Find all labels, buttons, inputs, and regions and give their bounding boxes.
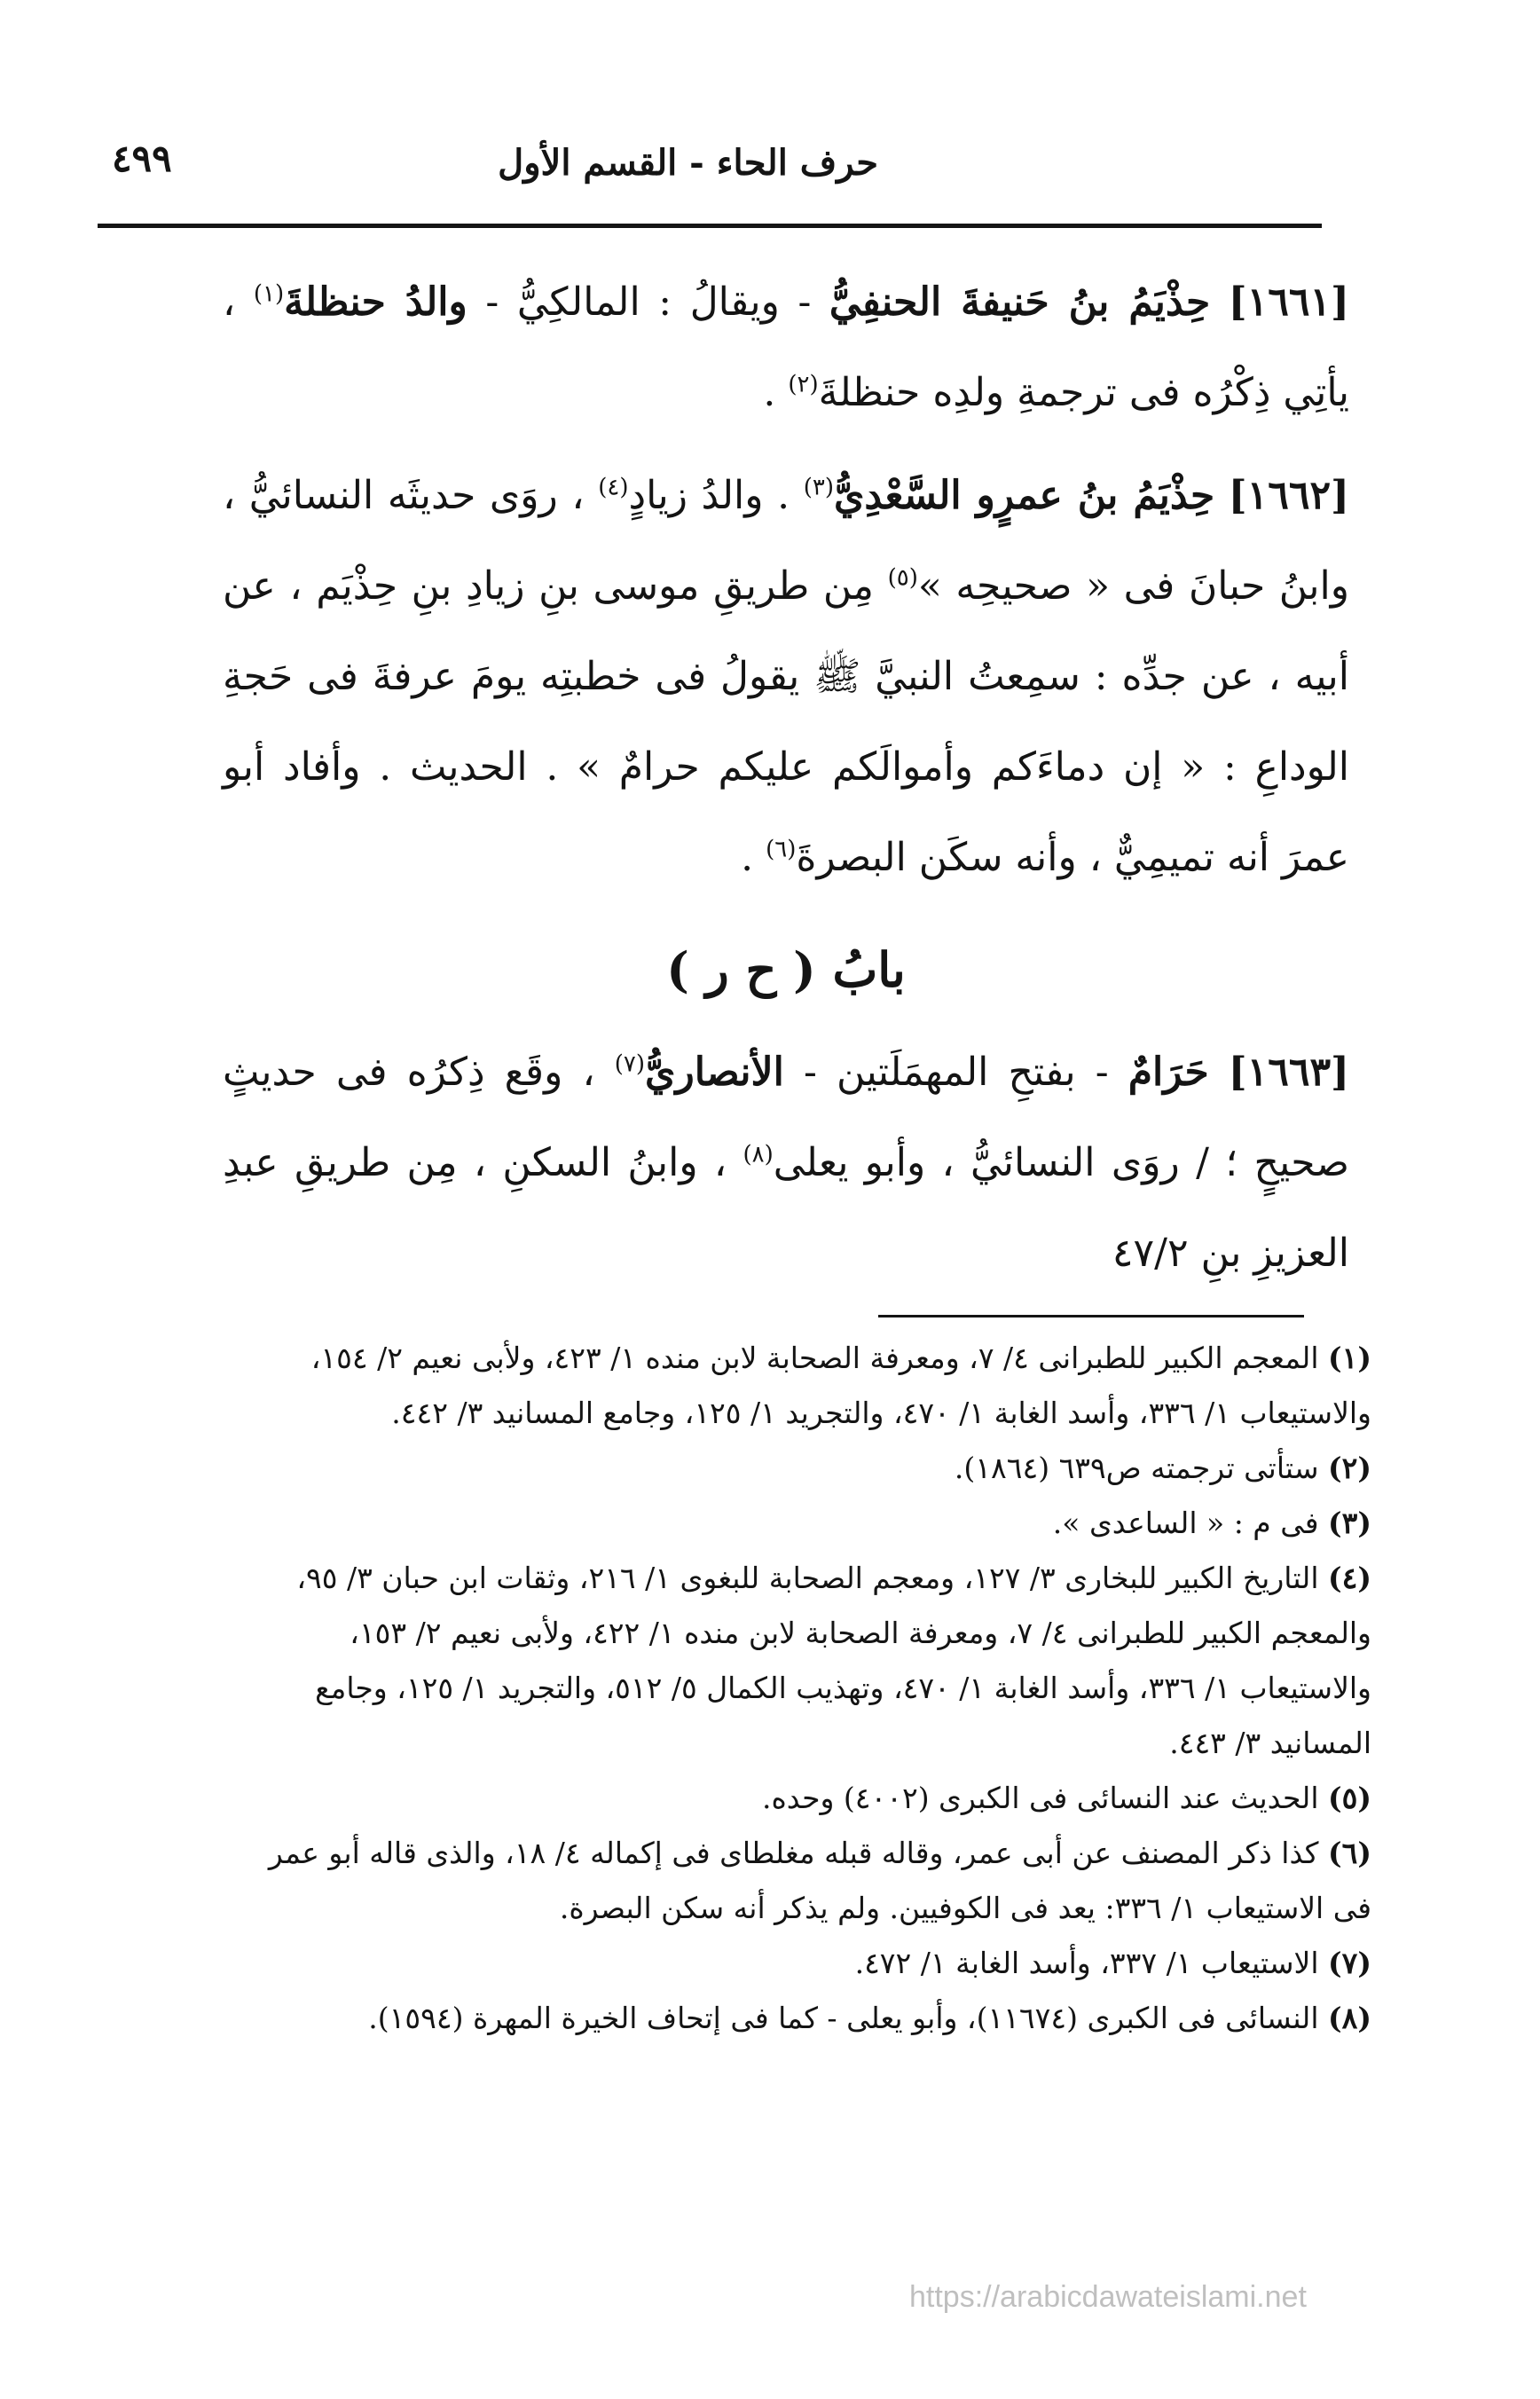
footnote-marker[interactable]: (٤) xyxy=(598,474,629,501)
footnote-text: الحديث عند النسائى فى الكبرى (٤٠٠٢) وحده. xyxy=(761,1781,1319,1815)
footnote-text: كذا ذكر المصنف عن أبى عمر، وقاله قبله مغلطاى فى إكماله ٤/ ١٨، والذى قاله أبو عمر فى الاستيعاب ١/ ٣٣٦: يعد فى الكوفيين. ولم يذكر أنه سكن البصرة. xyxy=(268,1836,1371,1925)
entry-name: حِذْيَمُ بنُ حَنيفةَ الحنفِيُّ xyxy=(829,279,1211,325)
footnote-marker[interactable]: (٦) xyxy=(766,836,797,863)
main-text xyxy=(223,257,1349,1299)
entry-text: - بفتحِ المهمَلَتين - xyxy=(803,1050,1109,1095)
footnote-text: الاستيعاب ١/ ٣٣٧، وأسد الغابة ١/ ٤٧٢. xyxy=(854,1946,1319,1980)
entry-name: حِذْيَمُ بنُ عمرٍو السَّعْدِيُّ xyxy=(833,473,1215,518)
footnotes xyxy=(227,1331,1371,2046)
footnote-marker[interactable]: (٥) xyxy=(887,564,918,592)
footnote-number: (٧) xyxy=(1328,1946,1371,1980)
header-title: حرف الحاء - القسم الأول xyxy=(498,142,878,184)
entry-bold-text: والدُ حنظلةَ xyxy=(284,279,468,325)
watermark: https://arabicdawateislami.net xyxy=(909,2280,1307,2314)
entry-name: حَرَامٌ xyxy=(1128,1050,1209,1095)
entry-number: [١٦٦٢] xyxy=(1228,473,1349,518)
entry-text: ، يأتِي ذِكْرُه فى ترجمةِ ولدِه حنظلةَ xyxy=(223,279,1349,415)
footnote-5 xyxy=(227,1771,1371,1826)
footnote-text: فى م : « الساعدى ». xyxy=(1052,1506,1319,1540)
entry-text: ، وابنُ السكنِ ، مِن طريقِ عبدِ العزيزِ بنِ xyxy=(223,1140,1349,1276)
entry-text: ، وقَع ذِكرُه فى حديثٍ صحيحٍ ؛ / روَى النسائيُّ ، وأبو يعلى xyxy=(223,1050,1349,1185)
footnote-number: (٣) xyxy=(1328,1506,1371,1540)
footnote-number: (٦) xyxy=(1328,1836,1371,1870)
footnote-marker[interactable]: (١) xyxy=(253,280,285,308)
entry-number: [١٦٦٣] xyxy=(1228,1050,1349,1095)
footnote-8 xyxy=(227,1991,1371,2046)
footnote-3 xyxy=(227,1496,1371,1551)
entry-text: . xyxy=(741,835,754,880)
footnote-number: (٥) xyxy=(1328,1781,1371,1815)
entry-1663 xyxy=(223,1027,1349,1299)
footnote-2 xyxy=(227,1441,1371,1496)
footnote-1 xyxy=(227,1331,1371,1441)
footnote-rule xyxy=(878,1315,1304,1317)
entry-text: . والدُ زيادٍ xyxy=(628,473,790,518)
footnote-marker[interactable]: (٢) xyxy=(788,371,819,398)
running-header xyxy=(98,137,1322,204)
footnote-text: التاريخ الكبير للبخارى ٣/ ١٢٧، ومعجم الصحابة للبغوى ١/ ٢١٦، وثقات ابن حبان ٣/ ٩٥، والمعجم الكبير للطبرانى ٤/ ٧، ومعرفة الصحابة لابن منده ١/ ٤٢٢، ولأبى نعيم ٢/ ١٥٣، والاستيعاب ١/ ٣٣٦، وأسد الغابة ١/ ٤٧٠، وتهذيب الكمال ٥/ ٥١٢، والتجريد ١/ ١٢٥، وجامع المسانيد ٣/ ٤٤٣. xyxy=(296,1561,1371,1760)
footnote-text: المعجم الكبير للطبرانى ٤/ ٧، ومعرفة الصحابة لابن منده ١/ ٤٢٣، ولأبى نعيم ٢/ ١٥٤، والاستيعاب ١/ ٣٣٦، وأسد الغابة ١/ ٤٧٠، والتجريد ١/ ١٢٥، وجامع المسانيد ٣/ ٤٤٢. xyxy=(310,1341,1371,1430)
entry-number: [١٦٦١] xyxy=(1228,279,1349,325)
entry-text: - ويقالُ : المالكِيُّ - xyxy=(485,279,812,325)
footnote-number: (٨) xyxy=(1328,2001,1371,2035)
entry-text: مِن طريقِ موسى بنِ زيادِ بنِ حِذْيَم ، عن أبيه ، عن جدِّه : سمِعتُ النبيَّ ﷺ يقولُ فى خطبتِه يومَ عرفةَ فى حَجةِ الوداعِ : « إن دماءَكم وأموالَكم عليكم حرامٌ » . الحديث . وأفاد أبو عمرَ أنه تميمِيٌّ ، وأنه سكَن البصرةَ xyxy=(223,563,1349,880)
entry-1662 xyxy=(223,451,1349,903)
margin-reference: ٤٧/٢ xyxy=(1112,1231,1189,1276)
entry-1661 xyxy=(223,257,1349,438)
entry-bold-text: الأنصاريُّ xyxy=(645,1050,784,1095)
footnote-number: (٢) xyxy=(1328,1451,1371,1485)
footnote-4 xyxy=(227,1551,1371,1771)
footnote-6 xyxy=(227,1826,1371,1936)
header-rule xyxy=(98,224,1322,228)
footnote-number: (٤) xyxy=(1328,1561,1371,1595)
footnote-text: النسائى فى الكبرى (١١٦٧٤)، وأبو يعلى - كما فى إتحاف الخيرة المهرة (١٥٩٤). xyxy=(368,2001,1319,2035)
footnote-number: (١) xyxy=(1328,1341,1371,1375)
chapter-heading: بابُ ( ح ر ) xyxy=(666,941,906,998)
footnote-marker[interactable]: (٨) xyxy=(742,1141,774,1168)
entry-text: . xyxy=(763,370,776,415)
footnote-marker[interactable]: (٣) xyxy=(803,474,834,501)
page-number: ٤٩٩ xyxy=(112,137,172,180)
entry-text: ، روَى حديثَه النسائيُّ ، وابنُ حبانَ فى « صحيحِه » xyxy=(223,473,1349,609)
footnote-marker[interactable]: (٧) xyxy=(614,1050,646,1078)
footnote-text: ستأتى ترجمته ص٦٣٩ (١٨٦٤). xyxy=(954,1451,1319,1485)
footnote-7 xyxy=(227,1936,1371,1991)
